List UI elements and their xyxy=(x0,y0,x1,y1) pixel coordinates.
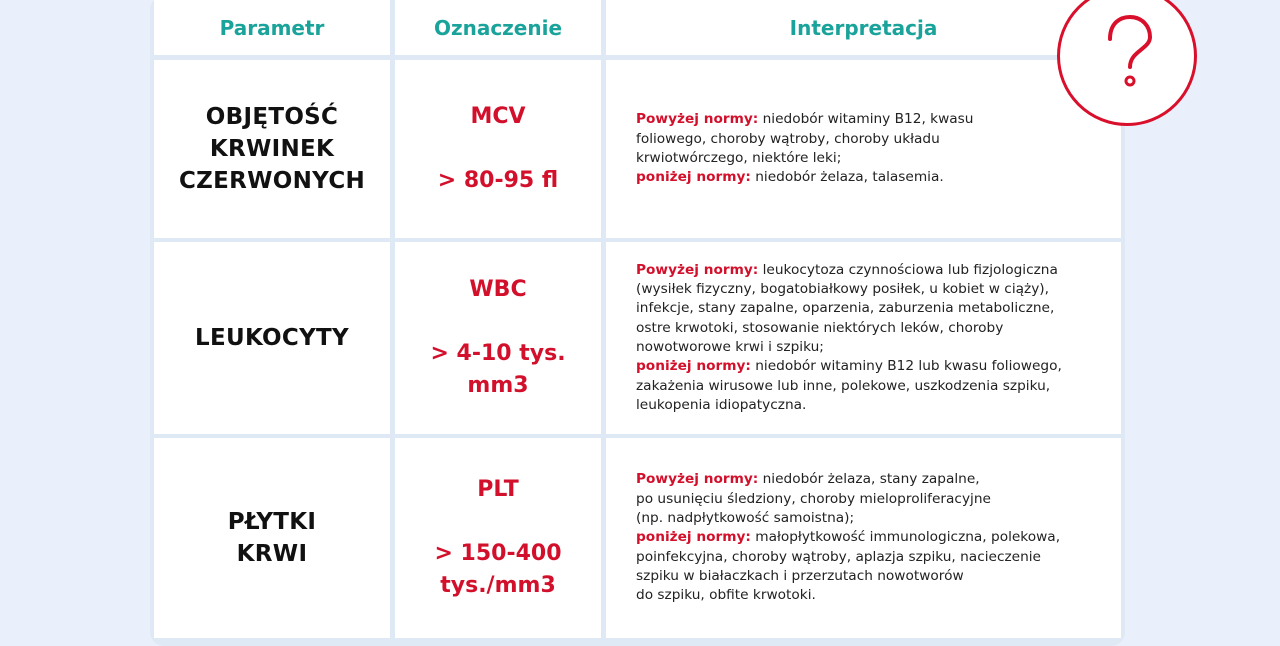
interp-text: niedobór żelaza, stany zapalne, xyxy=(758,471,980,488)
param-line: PŁYTKI xyxy=(227,509,317,535)
below-norm-label: poniżej normy: xyxy=(636,529,751,546)
below-norm-label: poniżej normy: xyxy=(636,169,751,186)
row-wbc-parameter xyxy=(154,242,390,434)
row-mcv-parameter xyxy=(154,60,390,238)
row-wbc-interpretation xyxy=(606,242,1121,434)
below-norm-label: poniżej normy: xyxy=(636,358,751,375)
row-mcv-interpretation xyxy=(606,60,1121,238)
code-plt: PLT xyxy=(477,477,519,502)
interp-line xyxy=(636,528,1103,547)
interp-line xyxy=(636,470,1103,489)
param-line: OBJĘTOŚĆ xyxy=(205,104,339,130)
question-mark-icon xyxy=(1057,0,1197,126)
param-line: CZERWONYCH xyxy=(178,168,366,194)
above-norm-label: Powyżej normy: xyxy=(636,111,759,128)
header-parametr xyxy=(154,0,390,55)
interp-line xyxy=(636,110,1103,129)
interp-line: ostre krwotoki, stosowanie niektórych leków, choroby xyxy=(636,319,1004,336)
header-interpretacja-label: Interpretacja xyxy=(789,15,938,40)
param-line: LEUKOCYTY xyxy=(195,325,349,351)
interp-text: leukocytoza czynnościowa lub fizjologiczna xyxy=(758,261,1058,278)
interp-text: małopłytkowość immunologiczna, polekowa, xyxy=(750,529,1061,546)
interp-text: niedobór żelaza, talasemia. xyxy=(750,169,944,186)
row-mcv-designation xyxy=(395,60,601,238)
above-norm-label: Powyżej normy: xyxy=(636,261,759,278)
interp-text: niedobór witaminy B12, kwasu xyxy=(758,111,974,128)
interp-line: po usunięciu śledziony, choroby mieloproliferacyjne xyxy=(636,490,991,507)
param-line: KRWINEK xyxy=(209,136,335,162)
interp-line xyxy=(636,261,1103,280)
interp-line: (wysiłek fizyczny, bogatobiałkowy posiłek, u kobiet w ciąży), xyxy=(636,281,1049,298)
interp-line: nowotworowe krwi i szpiku; xyxy=(636,339,824,355)
interp-line: foliowego, choroby wątroby, choroby układu xyxy=(636,130,940,147)
header-parametr-label: Parametr xyxy=(219,15,325,40)
interp-line: zakażenia wirusowe lub inne, polekowe, uszkodzenia szpiku, xyxy=(636,377,1051,394)
header-oznaczenie-label: Oznaczenie xyxy=(433,15,563,40)
interp-line: poinfekcyjna, choroby wątroby, aplazja szpiku, nacieczenie xyxy=(636,548,1041,565)
header-interpretacja xyxy=(606,0,1121,55)
code-mcv: MCV xyxy=(470,104,526,129)
row-wbc-designation xyxy=(395,242,601,434)
row-plt-parameter xyxy=(154,438,390,638)
range-line: > 80-95 fl xyxy=(437,168,559,193)
param-line: KRWI xyxy=(236,541,308,567)
interp-line: krwiotwórczego, niektóre leki; xyxy=(636,150,842,166)
interp-line: do szpiku, obfite krwotoki. xyxy=(636,587,816,604)
row-plt-interpretation xyxy=(606,438,1121,638)
range-line: mm3 xyxy=(467,373,529,398)
interp-text: niedobór witaminy B12 lub kwasu foliowego, xyxy=(750,358,1062,375)
code-wbc: WBC xyxy=(469,277,527,302)
row-plt-designation xyxy=(395,438,601,638)
above-norm-label: Powyżej normy: xyxy=(636,471,759,488)
range-line: tys./mm3 xyxy=(440,573,556,598)
interp-line xyxy=(636,357,1103,376)
header-oznaczenie xyxy=(395,0,601,55)
range-line: > 150-400 xyxy=(434,541,562,566)
interp-line xyxy=(636,168,1103,187)
interp-line: infekcje, stany zapalne, oparzenia, zaburzenia metaboliczne, xyxy=(636,300,1055,317)
results-table xyxy=(150,0,1125,646)
interp-line: szpiku w białaczkach i przerzutach nowotworów xyxy=(636,567,964,584)
interp-line: leukopenia idiopatyczna. xyxy=(636,396,807,413)
range-line: > 4-10 tys. xyxy=(430,341,566,366)
interp-line: (np. nadpłytkowość samoistna); xyxy=(636,510,855,527)
